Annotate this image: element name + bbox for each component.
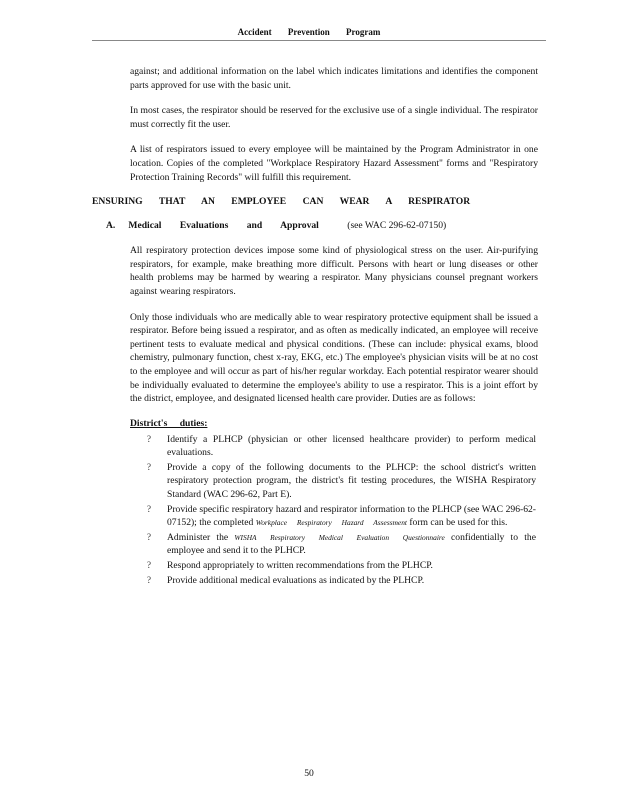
bullet-glyph: ?: [147, 433, 151, 444]
bullet-glyph: ?: [147, 503, 151, 514]
bullet-glyph: ?: [147, 531, 151, 542]
duty-item: [147, 574, 536, 588]
duty-item: [147, 433, 536, 460]
paragraph-exclusive-use: In most cases, the respirator should be reserved for the exclusive use of a single individual. The respirator must correctly fit the user.: [130, 105, 538, 130]
bullet-glyph: ?: [147, 461, 151, 472]
form-name: WISHA Respiratory Medical Evaluation Questionnaire: [234, 532, 445, 542]
duty-item: [147, 531, 536, 558]
duty-text: Identify a PLHCP (physician or other licensed healthcare provider) to perform medical evaluations.: [167, 433, 536, 459]
header-rule: [92, 40, 546, 41]
duties-list: [0, 433, 618, 588]
duty-text: Provide specific respiratory hazard and respirator information to the PLHCP (see WAC 296-62-07152); the completed: [167, 503, 536, 529]
duty-text: form can be used for this.: [409, 517, 508, 529]
duty-text: Administer the: [167, 531, 229, 543]
duty-item: [147, 461, 536, 502]
section-heading: ENSURING THAT AN EMPLOYEE CAN WEAR A RESPIRATOR: [92, 196, 471, 208]
subsection-label: A.: [106, 220, 116, 232]
paragraph-medical-ability: Only those individuals who are medically able to wear respiratory protective equipment shall be issued a respirator. Before being issued a respirator, and as often as medically indicated, an employee will receive pertinent tests to evaluate medical and physical conditions. (These can include: physical exams, blood chemistry, pulmonary function, chest x-ray, EKG, etc.) The employee's physician visits will be at no cost to the employee and will occur as part of his/her regular workday. Each potential respirator wearer should be individually evaluated to determine the employee's ability to use a respirator. This is a joint effort by the district, employee, and designated licensed health care provider. Duties are as follows:: [130, 311, 538, 405]
duty-text: Provide a copy of the following documents to the PLHCP: the school district's written respiratory protection program, the district's fit testing procedures, the WISHA Respiratory Standard (WAC 296-62, Part E).: [167, 461, 536, 501]
subsection-title: Medical Evaluations and Approval: [128, 220, 319, 232]
duty-item: [147, 559, 536, 573]
paragraph-respirator-list: A list of respirators issued to every employee will be maintained by the Program Administrator in one location. Copies of the completed "Workplace Respiratory Hazard Assessment" forms and "Respiratory Protection Training Records" will fulfill this requirement.: [130, 144, 538, 183]
subsection-heading: [106, 219, 618, 232]
page-content: [0, 65, 618, 588]
bullet-glyph: ?: [147, 560, 151, 571]
paragraph-label-info: against; and additional information on the label which indicates limitations and identifies the component parts approved for use with the basic unit.: [130, 66, 538, 91]
page-number: 50: [304, 768, 314, 779]
bullet-glyph: ?: [147, 574, 151, 585]
duty-text: Provide additional medical evaluations as indicated by the PLHCP.: [167, 574, 425, 586]
duty-text: confidentially to the employee and send it to the PLHCP.: [167, 531, 536, 557]
duties-heading: District's duties:: [130, 417, 208, 429]
paragraph-physiological-stress: All respiratory protection devices impose some kind of physiological stress on the user. Air-purifying respirators, for example, make breathing more difficult. Persons with heart or lung diseases or other health problems may be harmed by wearing a respirator. Many physicians counsel pregnant workers against wearing respirators.: [130, 245, 538, 297]
duty-text: Respond appropriately to written recommendations from the PLHCP.: [167, 560, 433, 572]
form-name: Workplace Respiratory Hazard Assessment: [255, 518, 407, 528]
subsection-reference: (see WAC 296-62-07150): [347, 220, 447, 232]
running-header: Accident Prevention Program: [237, 27, 381, 37]
duty-item: [147, 503, 536, 530]
